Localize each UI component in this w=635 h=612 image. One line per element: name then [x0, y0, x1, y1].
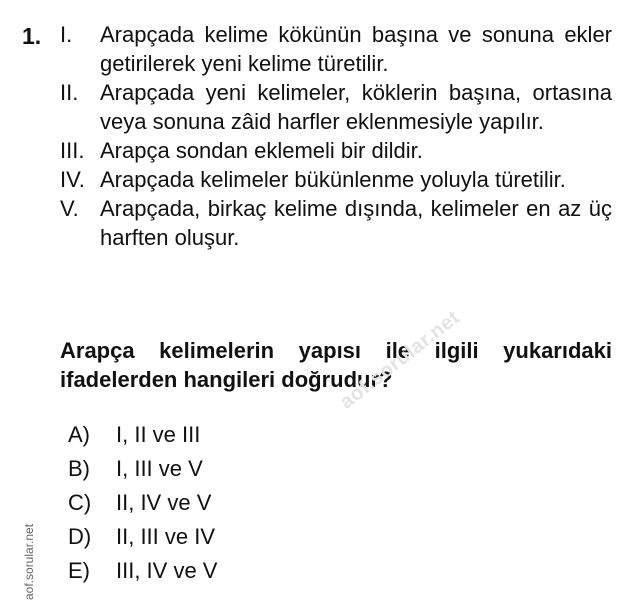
statement-numeral: V.	[60, 196, 79, 221]
option-a[interactable]	[68, 418, 217, 452]
option-text: II, IV ve V	[116, 490, 212, 515]
statement-5	[60, 194, 612, 252]
option-e[interactable]	[68, 554, 217, 588]
statement-numeral: I.	[60, 22, 73, 47]
option-d[interactable]	[68, 520, 217, 554]
statement-numeral: III.	[60, 138, 85, 163]
option-letter: A)	[68, 422, 90, 447]
statement-text: Arapçada yeni kelimeler, köklerin başına, ortasına veya sonuna zâid harfler eklenmesiyle yapılır.	[100, 80, 612, 134]
option-text: I, II ve III	[116, 422, 201, 447]
statement-text: Arapçada, birkaç kelime dışında, kelimeler en az üç harften oluşur.	[100, 196, 612, 250]
statement-4	[60, 165, 612, 194]
option-letter: C)	[68, 490, 92, 515]
statement-numeral: IV.	[60, 167, 85, 192]
statement-3	[60, 136, 612, 165]
statement-text: Arapça sondan eklemeli bir dildir.	[100, 138, 423, 163]
option-text: I, III ve V	[116, 456, 203, 481]
option-b[interactable]	[68, 452, 217, 486]
answer-options	[68, 418, 217, 588]
statement-1	[60, 20, 612, 78]
watermark-diagonal: aof.sorular.net	[336, 306, 465, 414]
option-text: II, III ve IV	[116, 524, 216, 549]
statement-text: Arapçada kelimeler bükünlenme yoluyla türetilir.	[100, 167, 566, 192]
option-c[interactable]	[68, 486, 217, 520]
question-number: 1.	[22, 23, 42, 49]
question-stem: Arapça kelimelerin yapısı ile ilgili yukarıdaki ifadelerden hangileri doğrudur?	[60, 338, 612, 392]
watermark-side: aof.sorular.net	[22, 523, 36, 600]
statement-2	[60, 78, 612, 136]
option-letter: B)	[68, 456, 90, 481]
option-letter: E)	[68, 558, 90, 583]
statement-list	[60, 20, 612, 252]
option-letter: D)	[68, 524, 92, 549]
statement-text: Arapçada kelime kökünün başına ve sonuna ekler getirilerek yeni kelime türetilir.	[100, 22, 612, 76]
option-text: III, IV ve V	[116, 558, 218, 583]
statement-numeral: II.	[60, 80, 79, 105]
